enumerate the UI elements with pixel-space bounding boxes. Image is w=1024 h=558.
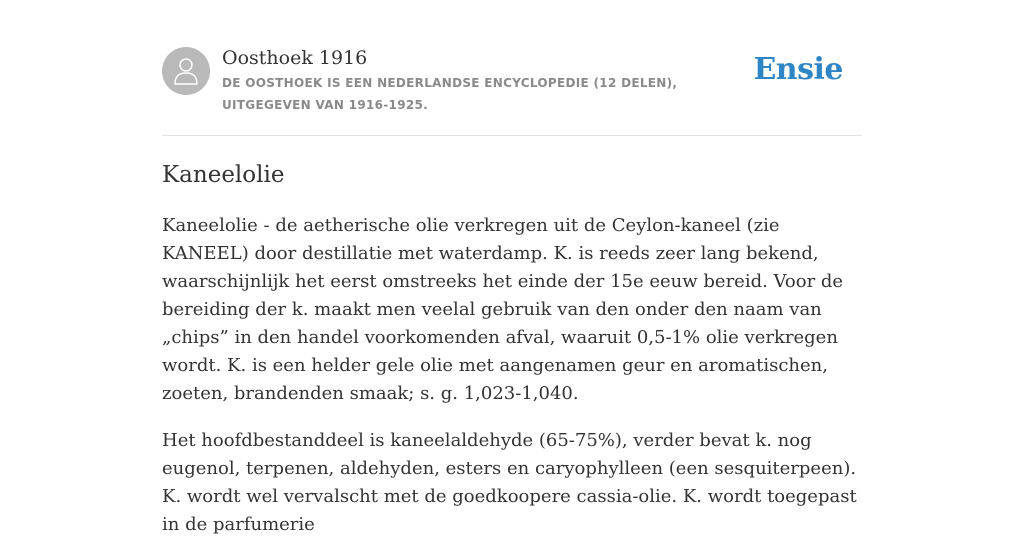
source-description: DE OOSTHOEK IS EEN NEDERLANDSE ENCYCLOPEDIE (12 DELEN), UITGEGEVEN VAN 1916-1925. (222, 76, 678, 112)
source-title[interactable]: Oosthoek 1916 (222, 47, 368, 69)
entry-paragraph: Kaneelolie - de aetherische olie verkregen uit de Ceylon-kaneel (zie KANEEL) door destillatie met waterdamp. K. is reeds zeer lang bekend, waarschijnlijk het eerst omstreeks het einde der 15e eeuw bereid. Voor de bereiding der k. maakt men veelal gebruik van den onder den naam van „chips” in den handel voorkomenden afval, waaruit 0,5-1% olie verkregen wordt. K. is een helder gele olie met aangenamen geur en aromatischen, zoeten, brandenden smaak; s. g. 1,023-1,040. (162, 215, 844, 404)
user-icon (174, 57, 198, 85)
avatar[interactable] (162, 47, 210, 95)
header-divider (162, 135, 862, 136)
entry-title: Kaneelolie (162, 162, 285, 188)
source-header (162, 46, 862, 116)
entry-body (162, 212, 862, 558)
brand-logo[interactable]: Ensie (753, 52, 843, 87)
entry-paragraph: Het hoofdbestanddeel is kaneelaldehyde (65-75%), verder bevat k. nog eugenol, terpenen, aldehyden, esters en caryophylleen (een sesquiterpeen). K. wordt wel vervalscht met de goedkoopere cassia-olie. K. wordt toegepast in de parfumerie (162, 430, 857, 535)
